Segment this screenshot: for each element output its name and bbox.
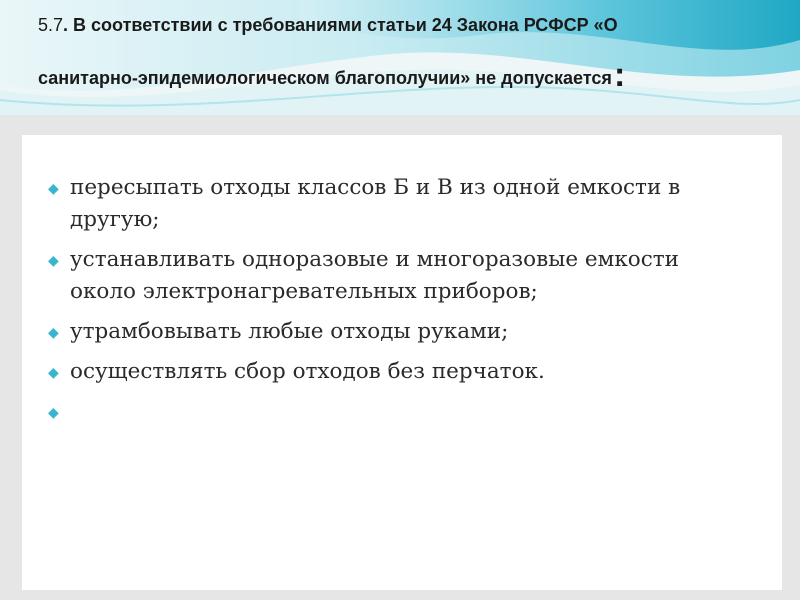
bullet-item [48, 316, 748, 348]
bullet-item [48, 356, 748, 388]
title-number: 5.7 [38, 15, 64, 35]
bullet-text: устанавливать одноразовые и многоразовые емкости около электронагревательных приборов; [70, 247, 679, 304]
bullet-item [48, 244, 748, 308]
title-line-2 [38, 56, 778, 94]
bullet-diamond-icon: ◆ [48, 325, 59, 341]
bullet-diamond-icon: ◆ [48, 405, 59, 421]
title-colon: : [613, 56, 626, 94]
slide-title [38, 14, 778, 94]
bullet-item [48, 172, 748, 236]
bullet-list [48, 172, 748, 436]
bullet-text: осуществлять сбор отходов без перчаток. [70, 359, 545, 384]
bullet-diamond-icon: ◆ [48, 181, 59, 197]
bullet-text: пересыпать отходы классов Б и В из одной емкости в другую; [70, 175, 681, 232]
title-line-1 [38, 14, 778, 36]
bullet-item-empty [48, 396, 748, 428]
bullet-diamond-icon: ◆ [48, 253, 59, 269]
bullet-diamond-icon: ◆ [48, 365, 59, 381]
title-text-2: санитарно-эпидемиологическом благополучии» не допускается [38, 68, 612, 88]
title-text-1: . В соответствии с требованиями статьи 24 Закона РСФСР «О [63, 15, 618, 35]
bullet-text: утрамбовывать любые отходы руками; [70, 319, 509, 344]
